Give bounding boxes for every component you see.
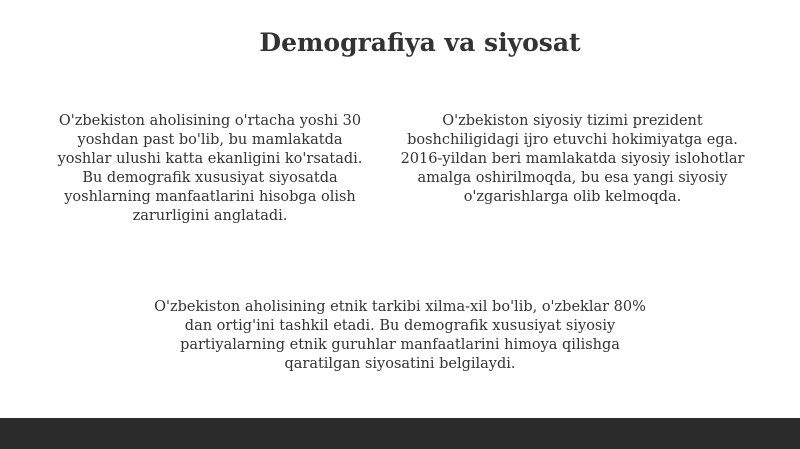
bottom-paragraph: O'zbekiston aholisining etnik tarkibi xilma-xil bo'lib, o'zbeklar 80% dan ortig'ini tashkil etadi. Bu demografik xususiyat siyosiy partiyalarning etnik guruhlar manfaatlarini himoya qilishga qaratilgan siyosatini belgilaydi. [154,299,646,372]
slide-title: Demografiya va siyosat [259,28,581,57]
left-paragraph: O'zbekiston aholisining o'rtacha yoshi 30 yoshdan past bo'lib, bu mamlakatda yoshlar ulushi katta ekanligini ko'rsatadi. Bu demografik xususiyat siyosatda yoshlarning manfaatlarini hisobga olish zarurligini anglatadi. [57,113,363,224]
footer-bar [0,418,800,449]
right-paragraph: O'zbekiston siyosiy tizimi prezident boshchiligidagi ijro etuvchi hokimiyatga ega. 2016-yildan beri mamlakatda siyosiy islohotlar amalga oshirilmoqda, bu esa yangi siyosiy o'zgarishlarga olib kelmoqda. [400,113,745,205]
